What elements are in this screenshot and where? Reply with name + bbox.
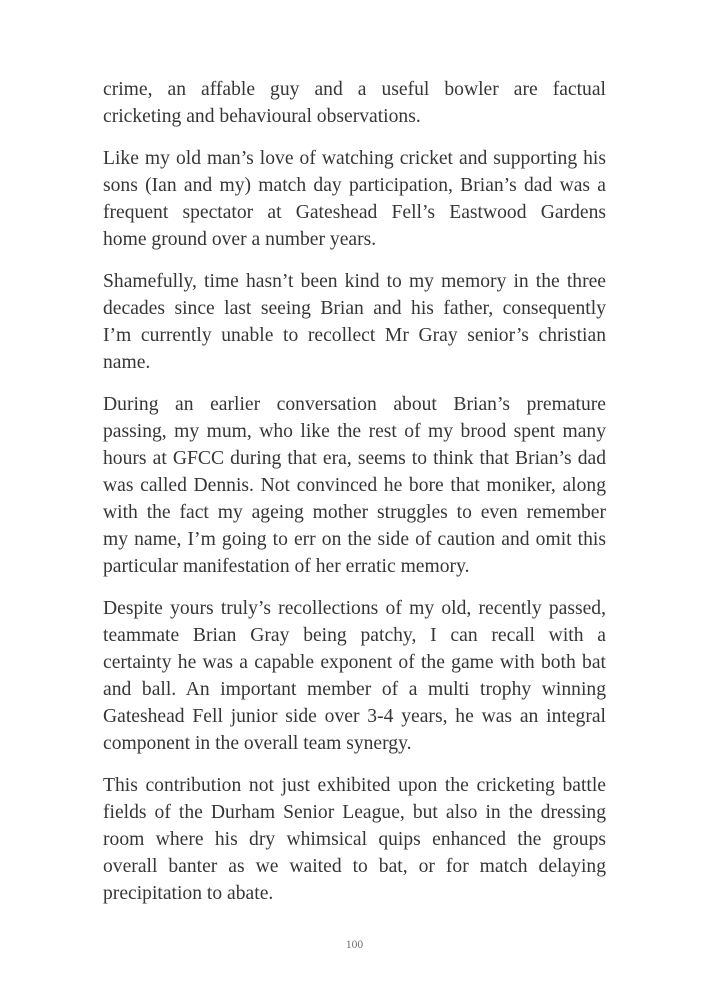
text-line: I’m currently unable to recollect Mr Gray senior’s christian [103, 325, 606, 346]
text-line: with the fact my ageing mother struggles to even remember [103, 502, 606, 523]
text-line: Shamefully, time hasn’t been kind to my memory in the three [103, 271, 606, 292]
text-line: room where his dry whimsical quips enhanced the groups [103, 829, 606, 850]
text-line: crime, an affable guy and a useful bowler are factual [103, 79, 606, 100]
text-line: certainty he was a capable exponent of the game with both bat [103, 652, 606, 673]
text-line: name. [103, 352, 151, 373]
text-line: Despite yours truly’s recollections of my old, recently passed, [103, 598, 606, 619]
text-line: cricketing and behavioural observations. [103, 106, 421, 127]
text-line: hours at GFCC during that era, seems to think that Brian’s dad [103, 448, 606, 469]
text-line: This contribution not just exhibited upon the cricketing battle [103, 775, 606, 796]
text-line: decades since last seeing Brian and his father, consequently [103, 298, 606, 319]
text-line: precipitation to abate. [103, 883, 274, 904]
paragraph [103, 268, 606, 376]
text-line: Gateshead Fell junior side over 3-4 years, he was an integral [103, 706, 606, 727]
text-line: Like my old man’s love of watching cricket and supporting his [103, 148, 606, 169]
paragraph [103, 772, 606, 907]
text-line: sons (Ian and my) match day participation, Brian’s dad was a [103, 175, 606, 196]
paragraph [103, 595, 606, 757]
text-line: frequent spectator at Gateshead Fell’s Eastwood Gardens [103, 202, 606, 223]
text-line: home ground over a number years. [103, 229, 377, 250]
paragraph [103, 76, 606, 130]
page-content [103, 76, 606, 907]
text-line: my name, I’m going to err on the side of caution and omit this [103, 529, 606, 550]
page-number: 100 [345, 939, 364, 951]
paragraph [103, 145, 606, 253]
text-line: fields of the Durham Senior League, but also in the dressing [103, 802, 606, 823]
text-line: teammate Brian Gray being patchy, I can recall with a [103, 625, 606, 646]
text-line: was called Dennis. Not convinced he bore that moniker, along [103, 475, 606, 496]
text-line: component in the overall team synergy. [103, 733, 412, 754]
page-footer [0, 938, 709, 952]
text-line: and ball. An important member of a multi trophy winning [103, 679, 606, 700]
paragraph [103, 391, 606, 580]
text-line: During an earlier conversation about Brian’s premature [103, 394, 606, 415]
text-line: particular manifestation of her erratic memory. [103, 556, 470, 577]
text-line: overall banter as we waited to bat, or for match delaying [103, 856, 606, 877]
text-line: passing, my mum, who like the rest of my brood spent many [103, 421, 606, 442]
